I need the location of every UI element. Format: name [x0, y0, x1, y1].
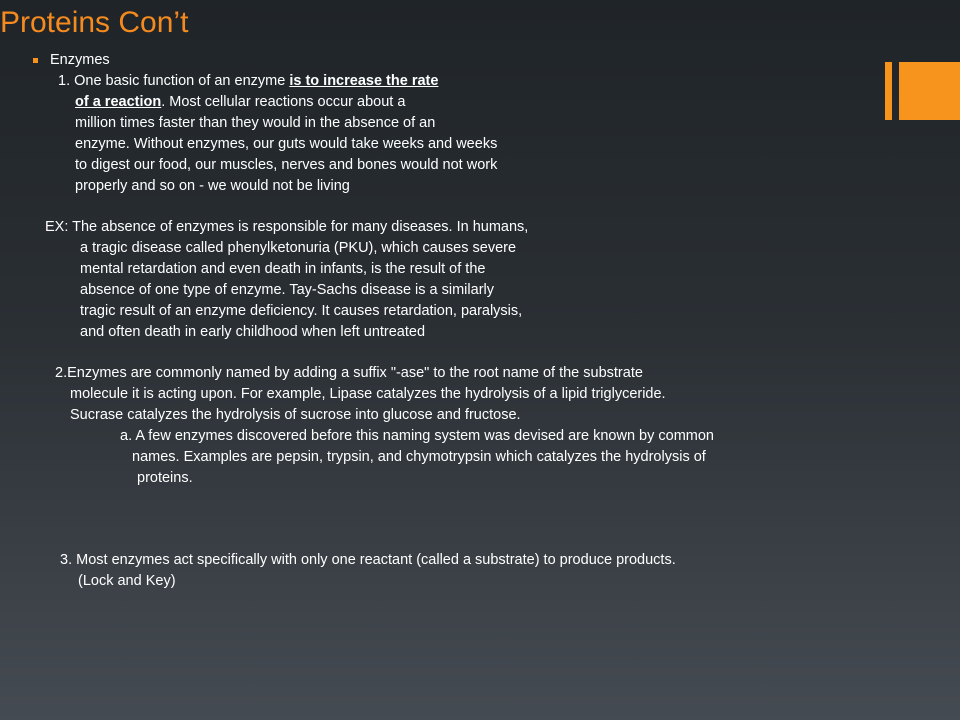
p3-line-1: 3. Most enzymes act specifically with only one reactant (called a substrate) to produce products.	[60, 552, 676, 568]
p2-line-2: molecule it is acting upon. For example, Lipase catalyzes the hydrolysis of a lipid triglyceride.	[70, 386, 666, 402]
ex-line-4: absence of one type of enzyme. Tay-Sachs disease is a similarly	[80, 282, 494, 298]
p1-line-2	[75, 93, 405, 111]
p1-line-5: to digest our food, our muscles, nerves and bones would not work	[75, 157, 498, 173]
bullet-icon	[33, 58, 38, 63]
p2-line-5: names. Examples are pepsin, trypsin, and chymotrypsin which catalyzes the hydrolysis of	[132, 449, 706, 465]
decorative-bar-thin	[885, 62, 892, 120]
p2-line-4: a. A few enzymes discovered before this naming system was devised are known by common	[120, 428, 714, 444]
p1-line-1	[58, 72, 438, 90]
p1-line-1-emphasis: is to increase the rate	[289, 73, 439, 89]
ex-line-2: a tragic disease called phenylketonuria (PKU), which causes severe	[80, 240, 517, 256]
decorative-bar-wide	[899, 62, 960, 120]
ex-line-3: mental retardation and even death in infants, is the result of the	[80, 261, 486, 277]
p1-line-3: million times faster than they would in the absence of an	[75, 115, 436, 131]
ex-line-5: tragic result of an enzyme deficiency. It causes retardation, paralysis,	[80, 303, 523, 319]
ex-line-1: EX: The absence of enzymes is responsible for many diseases. In humans,	[45, 219, 529, 235]
p1-line-2-text: . Most cellular reactions occur about a	[161, 94, 406, 110]
slide-title: Proteins Con’t	[0, 6, 189, 39]
p1-line-4: enzyme. Without enzymes, our guts would take weeks and weeks	[75, 136, 498, 152]
p2-line-3: Sucrase catalyzes the hydrolysis of sucrose into glucose and fructose.	[70, 407, 521, 423]
p1-line-6: properly and so on - we would not be living	[75, 178, 350, 194]
ex-line-6: and often death in early childhood when left untreated	[80, 324, 426, 340]
bullet-heading: Enzymes	[50, 52, 110, 68]
p1-line-1-text: 1. One basic function of an enzyme	[58, 73, 290, 89]
p2-line-6: proteins.	[137, 470, 193, 486]
p3-line-2: (Lock and Key)	[78, 573, 176, 589]
p1-line-2-emphasis: of a reaction	[75, 94, 162, 110]
p2-line-1: 2.Enzymes are commonly named by adding a suffix "-ase" to the root name of the substrate	[55, 365, 643, 381]
